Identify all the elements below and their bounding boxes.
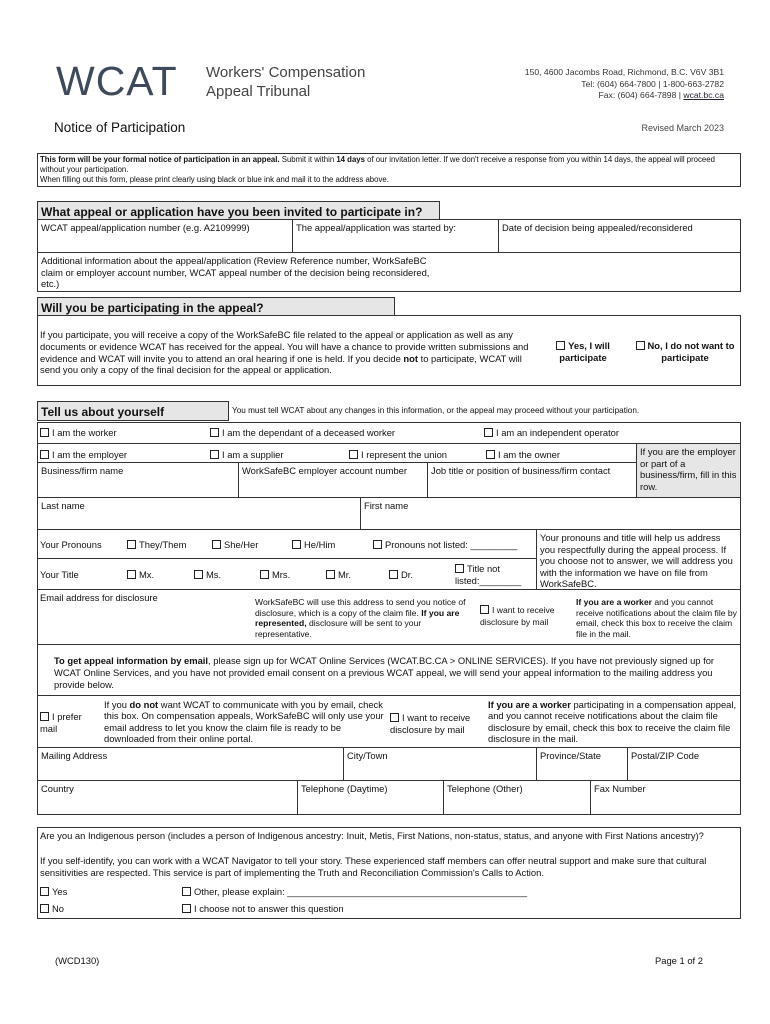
started-by-field[interactable]: The appeal/application was started by:	[292, 219, 499, 253]
title-not-listed[interactable]: Title not listed:________	[455, 563, 522, 586]
worker-note2: If you are a worker participating in a compensation appeal, and you cannot receive notifications about the claim file disclosure by email, check this box to receive the claim file disclosure in the mail.	[488, 699, 737, 744]
email-note: WorkSafeBC will use this address to send you notice of disclosure, which is a copy of the claim file. If you are represented, disclosure will be sent to your representative.	[255, 597, 466, 639]
page-number: Page 1 of 2	[655, 955, 703, 966]
form-title: Notice of Participation	[54, 120, 186, 135]
prefer-mail-note: If you do not want WCAT to communicate with you by email, check this box. On compensation appeals, WorkSafeBC will only use your email address to let you know the claim file is ready to be downloaded from their online portal.	[104, 699, 384, 744]
role-operator[interactable]: I am an independent operator	[484, 427, 619, 439]
mailing-address-field[interactable]: Mailing Address	[37, 747, 344, 781]
province-field[interactable]: Province/State	[536, 747, 628, 781]
telephone-other-field[interactable]: Telephone (Other)	[443, 780, 591, 815]
job-title-field[interactable]: Job title or position of business/firm contact	[427, 462, 637, 498]
last-name-field[interactable]: Last name	[37, 497, 361, 530]
indigenous-choose-not[interactable]: I choose not to answer this question	[182, 903, 344, 915]
website-link[interactable]: wcat.bc.ca	[683, 90, 724, 100]
title-dr[interactable]: Dr.	[389, 569, 413, 581]
business-name-field[interactable]: Business/firm name	[37, 462, 239, 498]
wcat-logo	[56, 60, 386, 105]
title-ms[interactable]: Ms.	[194, 569, 221, 581]
appeal-number-field[interactable]: WCAT appeal/application number (e.g. A2109999)	[37, 219, 293, 253]
pronoun-he[interactable]: He/Him	[292, 539, 335, 551]
indigenous-question: Are you an Indigenous person (includes a person of Indigenous ancestry: Inuit, Metis, First Nations, non-status, status, and anyone with First Nations ancestry)?	[40, 830, 704, 841]
additional-info-field[interactable]: Additional information about the appeal/application (Review Reference number, WorkSafeBC claim or employer account number, WCAT appeal number of the decision being reconsidered, etc.)	[37, 252, 741, 292]
first-name-field[interactable]: First name	[360, 497, 741, 530]
prefer-mail-divider	[37, 695, 741, 697]
address-block	[525, 67, 724, 102]
role-employer[interactable]: I am the employer	[40, 449, 127, 461]
role-dependant[interactable]: I am the dependant of a deceased worker	[210, 427, 395, 439]
section-about-heading: Tell us about yourself	[37, 401, 229, 421]
pronoun-not-listed[interactable]: Pronouns not listed: _________	[373, 539, 517, 551]
title-label: Your Title	[40, 569, 79, 580]
decision-date-field[interactable]: Date of decision being appealed/reconsidered	[498, 219, 741, 253]
indigenous-yes[interactable]: Yes	[40, 886, 67, 898]
participation-text: If you participate, you will receive a copy of the WorkSafeBC file related to the appeal or application as well as any documents or evidence WCAT has received for the appeal. You will have a chance to provide written submissions and evidence and WCAT will invite you to attend an oral hearing if one is held. If you decide not to participate, WCAT will send you only a copy of the final decision for the appeal or application.	[40, 329, 529, 376]
fax-field[interactable]: Fax Number	[590, 780, 741, 815]
disclosure-mail-option2[interactable]: I want to receive disclosure by mail	[390, 712, 471, 735]
no-participate-option[interactable]: No, I do not want to participate	[634, 340, 736, 363]
role-union[interactable]: I represent the union	[349, 449, 447, 461]
postal-field[interactable]: Postal/ZIP Code	[627, 747, 741, 781]
revised-date: Revised March 2023	[641, 123, 724, 133]
pronoun-she[interactable]: She/Her	[212, 539, 258, 551]
email-label[interactable]: Email address for disclosure	[40, 592, 158, 603]
logo-wordmark: WCAT	[56, 58, 178, 104]
address-line: 150, 4600 Jacombs Road, Richmond, B.C. V6V 3B1	[524, 67, 724, 77]
intro-box: This form will be your formal notice of participation in an appeal. Submit it within 14 days of our invitation letter. If we don't receive a response from you within 14 days, the appeal will proceed without your participation. When filling out this form, please print clearly using black or blue ink and mail it to the address above.	[37, 153, 741, 187]
role-owner[interactable]: I am the owner	[486, 449, 560, 461]
form-code: (WCD130)	[55, 955, 100, 966]
title-mrs[interactable]: Mrs.	[260, 569, 290, 581]
yes-checkbox[interactable]	[556, 341, 565, 350]
role-supplier[interactable]: I am a supplier	[210, 449, 284, 461]
indigenous-no[interactable]: No	[40, 903, 64, 915]
online-services-text: To get appeal information by email, please sign up for WCAT Online Services (WCAT.BC.CA > ONLINE SERVICES). If you have not previously signed up for WCAT Online Services, and you have not provided email consent on a previous WCAT appeal, we will send your appeal information to the mailing address you provide below.	[54, 655, 715, 690]
indigenous-text: If you self-identify, you can work with a WCAT Navigator to tell your story. These experienced staff members can offer neutral support and make sure that cultural sensitivities are respected. This service is part of implementing the Truth and Reconciliation Commission's Calls to Action.	[40, 855, 707, 878]
section-participating-heading: Will you be participating in the appeal?	[37, 297, 395, 316]
employer-note: If you are the employer or part of a business/firm, fill in this row.	[636, 443, 741, 498]
phone-line: Tel: (604) 664-7800 | 1-800-663-2782	[581, 78, 724, 89]
account-number-field[interactable]: WorkSafeBC employer account number	[238, 462, 428, 498]
country-field[interactable]: Country	[37, 780, 298, 815]
title-mx[interactable]: Mx.	[127, 569, 154, 581]
intro-instructions: When filling out this form, please print clearly using black or blue ink and mail it to the address above.	[40, 175, 389, 184]
no-checkbox[interactable]	[636, 341, 645, 350]
prefer-mail-option[interactable]: I prefer mail	[40, 711, 82, 734]
title-mr[interactable]: Mr.	[326, 569, 351, 581]
pronoun-note: Your pronouns and title will help us address you respectfully during the appeal process. If you choose not to answer, we will address you with the information we have on file from WorkSafeBC.	[536, 529, 741, 590]
org-name-line1: Workers' Compensation	[206, 64, 366, 81]
org-name-line2: Appeal Tribunal	[206, 83, 311, 100]
changes-note: You must tell WCAT about any changes in this information, or the appeal may proceed without your participation.	[232, 406, 640, 415]
fax-line: Fax: (604) 664-7898 | wcat.bc.ca	[598, 90, 724, 100]
indigenous-other[interactable]: Other, please explain: ______________________________________________	[182, 886, 527, 898]
email-mail-option[interactable]: I want to receive disclosure by mail	[480, 605, 555, 627]
pronouns-label: Your Pronouns	[40, 539, 102, 550]
section-appeal-heading: What appeal or application have you been invited to participate in?	[37, 201, 440, 220]
pronoun-they[interactable]: They/Them	[127, 539, 186, 551]
role-worker[interactable]: I am the worker	[40, 427, 117, 439]
email-worker-note: If you are a worker and you cannot receive notifications about the claim file by email, check this box to receive the claim file in the mail.	[576, 597, 737, 639]
city-field[interactable]: City/Town	[343, 747, 537, 781]
telephone-day-field[interactable]: Telephone (Daytime)	[297, 780, 444, 815]
yes-participate-option[interactable]: Yes, I will participate	[548, 340, 618, 363]
